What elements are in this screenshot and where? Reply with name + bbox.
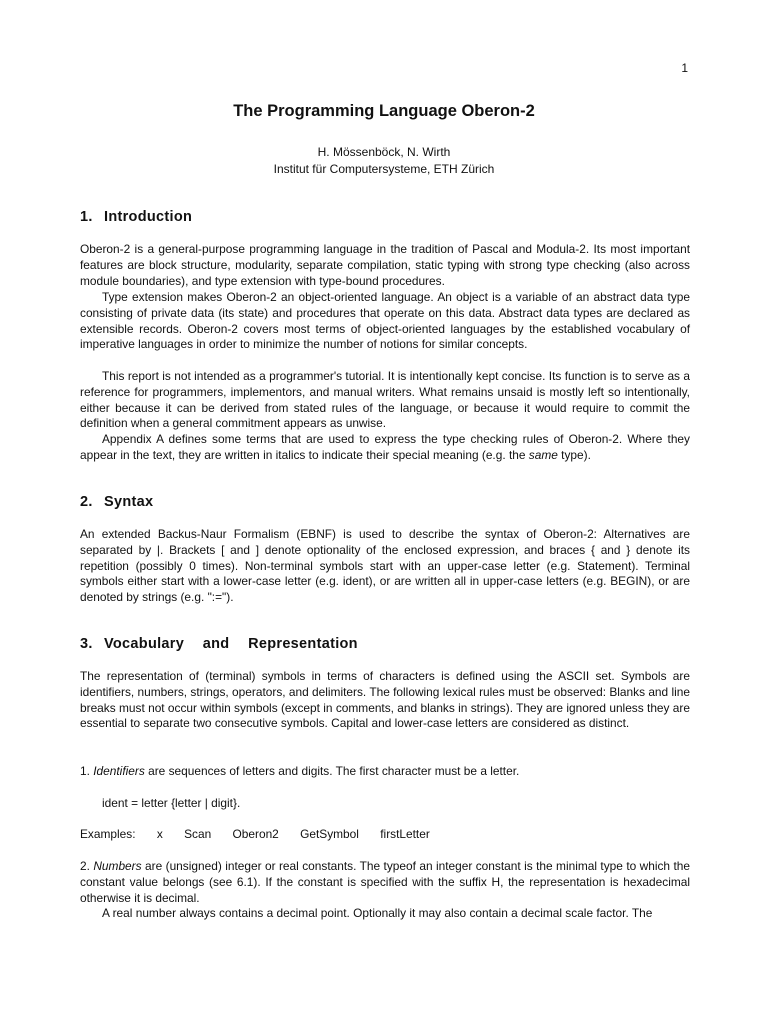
section-number: 3.	[80, 636, 93, 652]
list-item-identifiers	[80, 764, 690, 780]
example-item: firstLetter	[380, 827, 430, 841]
affiliation: Institut für Computersysteme, ETH Zürich	[273, 162, 495, 176]
section-title: Introduction	[104, 209, 193, 225]
text-run: type).	[557, 447, 591, 462]
paragraph: The representation of (terminal) symbols in terms of characters is defined using the ASCII set. Symbols are identifiers, numbers, strings, operators, and delimiters. The following lexical rules must be observed: Blanks and line breaks must not occur within symbols (except in comments, and blanks in strings). They are ignored unless they are essential to separate two consecutive symbols. Capital and lower-case letters are considered as distinct.	[80, 669, 690, 731]
section-number: 2.	[80, 494, 93, 510]
text-run: Appendix A defines some terms that are used to express the type checking rules of Oberon-2. Where they appear in the text, they are written in italics to indicate their special meaning (e.g. the	[80, 432, 690, 462]
paragraph: A real number always contains a decimal point. Optionally it may also contain a decimal scale factor. The	[102, 906, 653, 920]
list-item-numbers	[80, 859, 690, 906]
example-item: Scan	[184, 827, 212, 841]
paragraph: Type extension makes Oberon-2 an object-oriented language. An object is a variable of an abstract data type consisting of private data (its state) and procedures that operate on this data. Abstract data types are declared as extensible records. Oberon-2 covers most terms of object-oriented languages by the established vocabulary of imperative languages in order to minimize the number of notions for similar concepts.	[80, 290, 690, 352]
paragraph	[80, 432, 690, 464]
item-number: 2.	[80, 859, 94, 873]
paragraph: Oberon-2 is a general-purpose programming language in the tradition of Pascal and Modula-2. Its most important features are block structure, modularity, separate compilation, static typing with strong type checking (also across module boundaries), and type extension with type-bound procedures.	[80, 242, 690, 288]
ebnf-formula: ident = letter {letter | digit}.	[102, 796, 241, 810]
example-item: GetSymbol	[300, 827, 359, 841]
section-title: Vocabulary and Representation	[104, 636, 358, 652]
section-heading-vocabulary	[80, 636, 358, 652]
examples-line	[80, 827, 430, 841]
emphasis: Identifiers	[93, 764, 145, 778]
item-number: 1.	[80, 764, 94, 778]
example-item: x	[156, 827, 163, 841]
paper-title: The Programming Language Oberon-2	[233, 102, 535, 120]
section-heading-syntax	[80, 494, 153, 510]
paragraph: This report is not intended as a programmer's tutorial. It is intentionally kept concise. Its function is to serve as a reference for programmers, implementors, and manual writers. What remains unsaid is mostly left so intentionally, either because it can be derived from stated rules of the language, or because it would require to commit the definition when a general commitment appears as unwise.	[80, 369, 690, 431]
section-number: 1.	[80, 209, 93, 225]
page-number: 1	[681, 61, 688, 75]
section-heading-introduction	[80, 209, 192, 225]
emphasis: Numbers	[93, 859, 142, 873]
section-title: Syntax	[104, 494, 154, 510]
emphasis: same	[528, 447, 558, 462]
example-item: Oberon2	[232, 827, 279, 841]
text-run: are (unsigned) integer or real constants. The typeof an integer constant is the minimal type to which the constant value belongs (see 6.1). If the constant is specified with the suffix H, the representation is hexadecimal otherwise it is decimal.	[80, 859, 690, 905]
paragraph: An extended Backus-Naur Formalism (EBNF) is used to describe the syntax of Oberon-2: Alternatives are separated by |. Brackets [ and ] denote optionality of the enclosed expression, and braces { and } denote its repetition (possibly 0 times). Non-terminal symbols start with an upper-case letter (e.g. Statement). Terminal symbols either start with a lower-case letter (e.g. ident), or are written all in upper-case letters (e.g. BEGIN), or are denoted by strings (e.g. ":=").	[80, 527, 690, 605]
text-run: are sequences of letters and digits. The first character must be a letter.	[144, 764, 520, 778]
authors: H. Mössenböck, N. Wirth	[317, 145, 451, 159]
examples-label: Examples:	[80, 827, 136, 841]
